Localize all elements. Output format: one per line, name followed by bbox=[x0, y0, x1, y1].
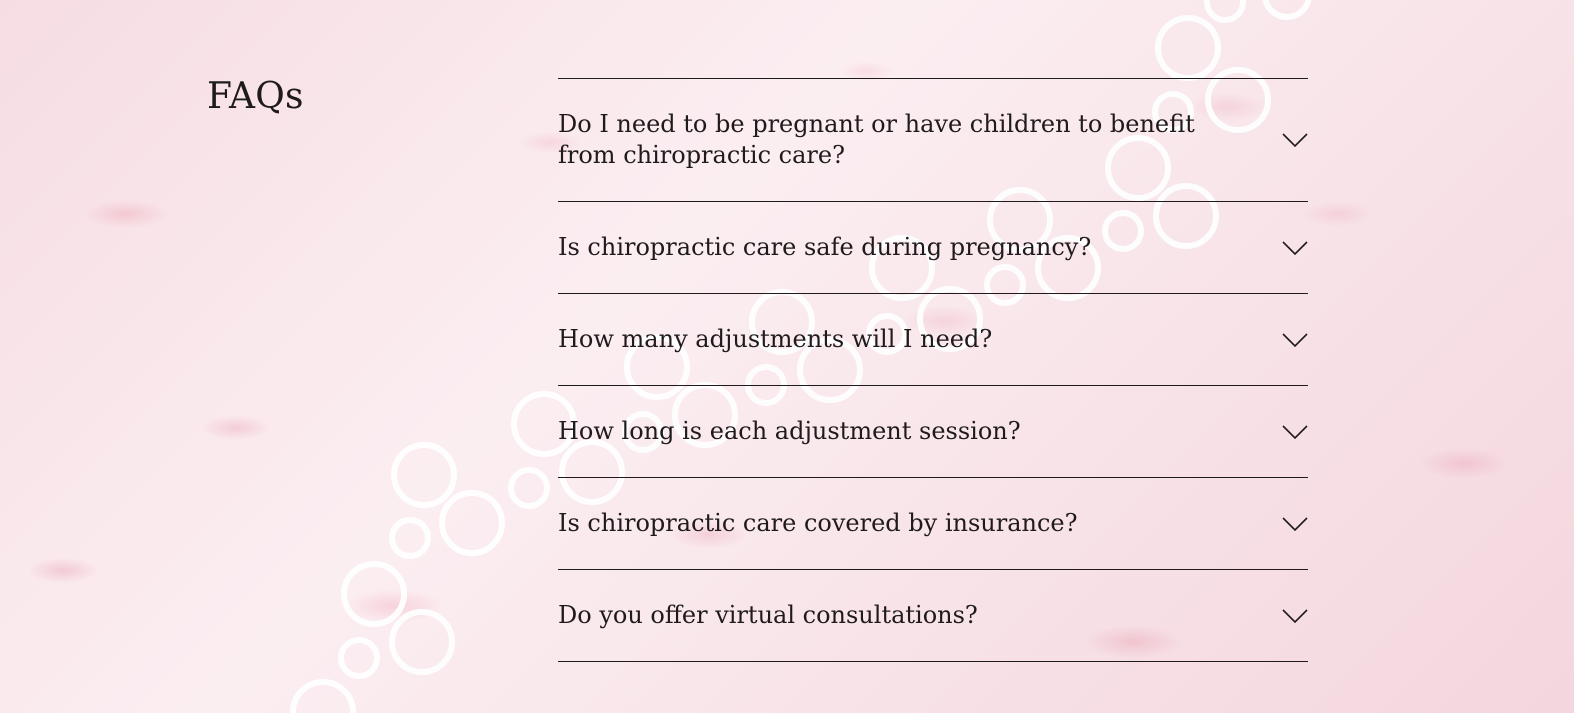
faq-question: Is chiropractic care safe during pregnancy? bbox=[558, 233, 1092, 261]
chevron-down-icon[interactable] bbox=[1282, 608, 1308, 624]
faq-question: How many adjustments will I need? bbox=[558, 325, 993, 353]
chevron-down-icon[interactable] bbox=[1282, 424, 1308, 440]
chevron-down-icon[interactable] bbox=[1282, 332, 1308, 348]
faq-heading: FAQs bbox=[207, 76, 304, 117]
chevron-down-icon[interactable] bbox=[1282, 132, 1308, 148]
faq-item-insurance[interactable] bbox=[558, 478, 1308, 570]
faq-item-pregnant-or-children[interactable] bbox=[558, 79, 1308, 202]
chevron-down-icon[interactable] bbox=[1282, 516, 1308, 532]
chevron-down-icon[interactable] bbox=[1282, 240, 1308, 256]
faq-item-how-many-adjustments[interactable] bbox=[558, 294, 1308, 386]
faq-question: Is chiropractic care covered by insurance? bbox=[558, 509, 1078, 537]
faq-question: Do you offer virtual consultations? bbox=[558, 601, 978, 629]
faq-item-session-length[interactable] bbox=[558, 386, 1308, 478]
faq-accordion bbox=[558, 78, 1308, 662]
faq-question: How long is each adjustment session? bbox=[558, 417, 1021, 445]
faq-item-safe-during-pregnancy[interactable] bbox=[558, 202, 1308, 294]
faq-question: Do I need to be pregnant or have children to benefit from chiropractic care? bbox=[558, 110, 1195, 169]
faq-item-virtual-consultations[interactable] bbox=[558, 570, 1308, 662]
